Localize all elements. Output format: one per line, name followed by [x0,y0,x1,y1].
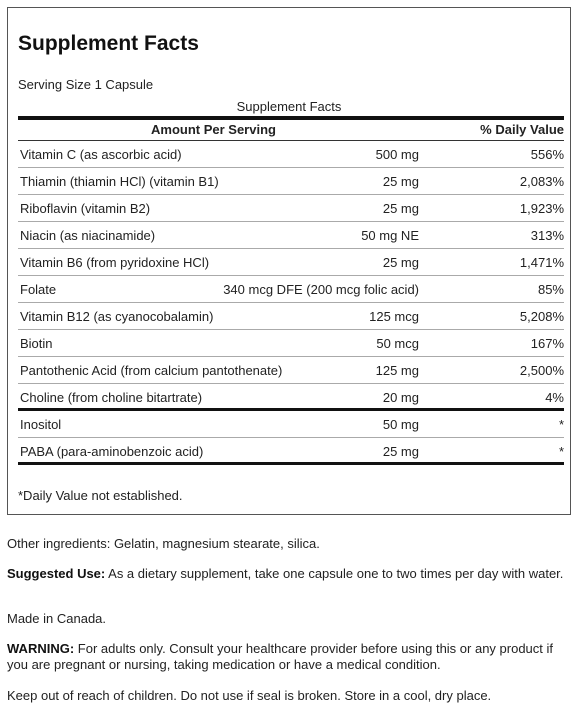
nutrient-dv: 2,500% [519,363,564,378]
warning [7,641,569,673]
nutrient-dv: 167% [530,336,564,351]
nutrient-name: Folate [20,282,57,297]
panel-title: Supplement Facts [18,32,199,55]
warning-label: WARNING: [7,641,75,656]
nutrient-dv: 5,208% [519,309,564,324]
table-row [18,411,564,438]
table-row [18,168,564,195]
table-row [18,438,564,465]
nutrient-amount: 25 mg [382,174,419,189]
nutrient-amount: 50 mg NE [361,228,419,243]
supplement-facts-panel [7,7,571,515]
nutrient-dv: * [558,417,564,432]
nutrient-name: Pantothenic Acid (from calcium pantothenate) [20,363,283,378]
table-row [18,141,564,168]
nutrient-name: Vitamin C (as ascorbic acid) [20,147,182,162]
nutrient-name: Choline (from choline bitartrate) [20,390,203,405]
nutrient-dv: 2,083% [519,174,564,189]
table-row [18,222,564,249]
nutrient-amount: 500 mg [375,147,419,162]
nutrient-dv: 1,471% [519,255,564,270]
nutrient-amount: 125 mcg [369,309,419,324]
nutrient-dv: 556% [530,147,564,162]
thick-divider [18,116,564,120]
table-row [18,384,564,411]
nutrient-name: Vitamin B12 (as cyanocobalamin) [20,309,214,324]
nutrient-dv: * [558,444,564,459]
table-header [18,121,564,139]
nutrient-name: Niacin (as niacinamide) [20,228,156,243]
nutrient-amount: 25 mg [382,201,419,216]
nutrient-name: Thiamin (thiamin HCl) (vitamin B1) [20,174,219,189]
header-amount: Amount Per Serving [151,122,276,137]
suggested-use-label: Suggested Use: [7,566,106,581]
nutrient-dv: 4% [545,390,564,405]
nutrient-name: Biotin [20,336,53,351]
warning-text: For adults only. Consult your healthcare provider before using this or any product if you are pregnant or nursing, taking medication or have a medical condition. [7,641,554,672]
nutrient-dv: 85% [537,282,564,297]
suggested-use-text: As a dietary supplement, take one capsule one to two times per day with water. [105,566,564,581]
table-row [18,249,564,276]
nutrient-name: PABA (para-aminobenzoic acid) [20,444,204,459]
footnote: *Daily Value not established. [18,488,183,503]
nutrient-amount: 340 mcg DFE (200 mcg folic acid) [223,282,419,297]
nutrient-dv: 1,923% [519,201,564,216]
table-row [18,303,564,330]
nutrient-name: Riboflavin (vitamin B2) [20,201,151,216]
made-in: Made in Canada. [7,611,107,626]
table-row [18,330,564,357]
nutrient-amount: 25 mg [382,255,419,270]
header-daily-value: % Daily Value [480,122,564,137]
nutrient-dv: 313% [530,228,564,243]
table-row [18,276,564,303]
table-row [18,195,564,222]
other-ingredients: Other ingredients: Gelatin, magnesium stearate, silica. [7,536,320,551]
table-row [18,357,564,384]
nutrient-name: Inositol [20,417,62,432]
nutrient-amount: 20 mg [382,390,419,405]
nutrient-amount: 50 mcg [376,336,419,351]
suggested-use [7,566,569,582]
storage-note: Keep out of reach of children. Do not use if seal is broken. Store in a cool, dry place. [7,688,492,703]
serving-size: Serving Size 1 Capsule [18,77,154,92]
table-caption: Supplement Facts [236,99,342,114]
nutrient-amount: 125 mg [375,363,419,378]
nutrient-amount: 25 mg [382,444,419,459]
nutrient-rows [18,141,564,465]
nutrient-amount: 50 mg [382,417,419,432]
nutrient-name: Vitamin B6 (from pyridoxine HCl) [20,255,210,270]
